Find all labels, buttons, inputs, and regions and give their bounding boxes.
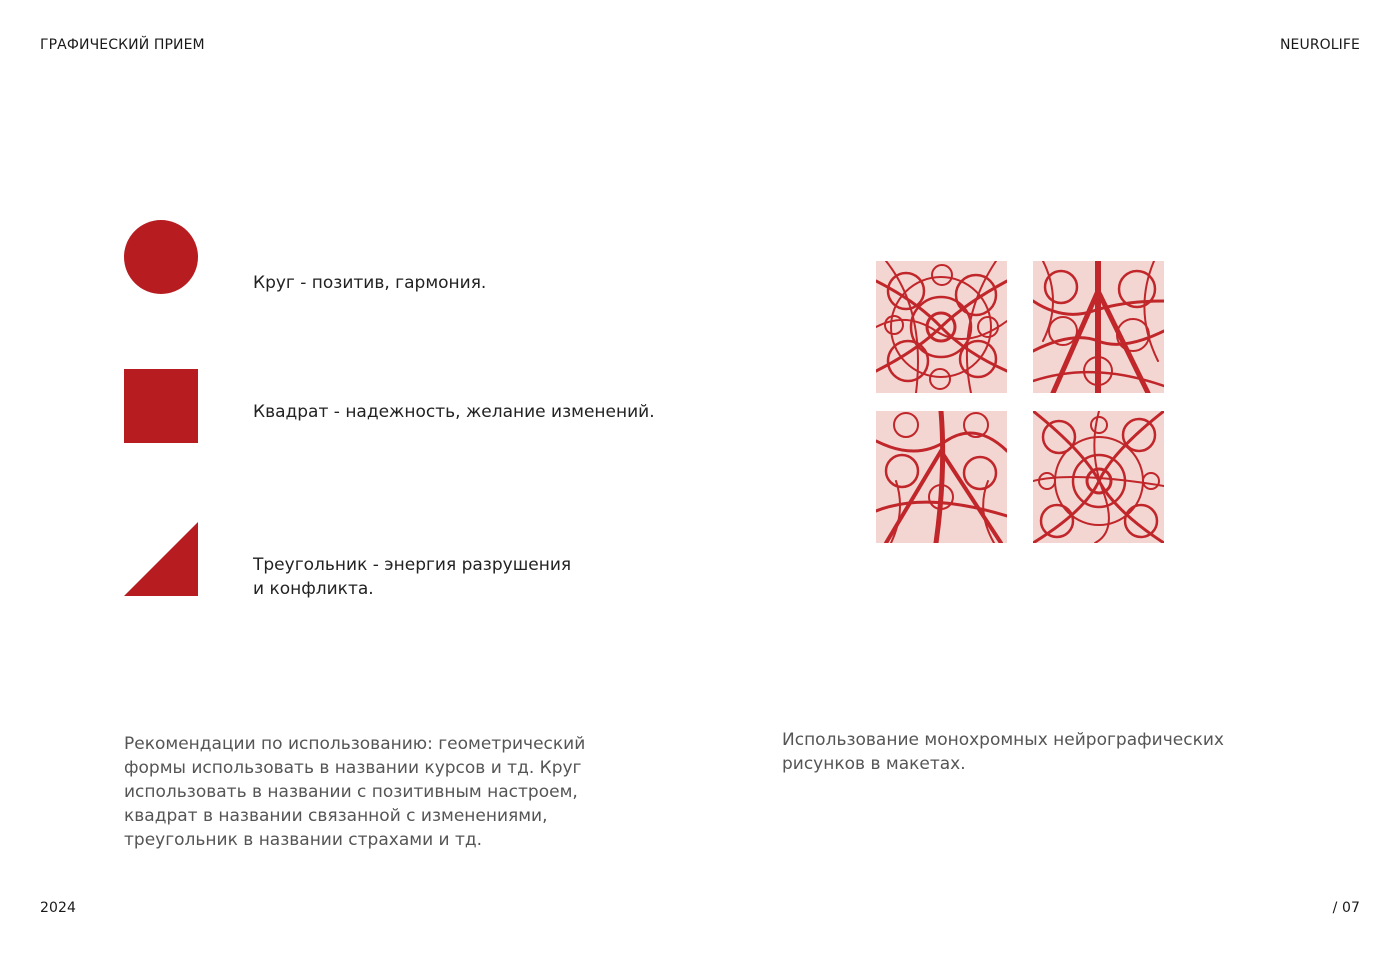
square-description: Квадрат - надежность, желание изменений. (253, 402, 655, 422)
recommendations-line: квадрат в названии связанной с изменениями, (124, 806, 548, 826)
neuro-caption (782, 728, 1224, 776)
recommendations-text (124, 732, 585, 852)
neuro-caption-line: рисунков в макетах. (782, 754, 966, 774)
footer-year: 2024 (40, 900, 77, 916)
triangle-description-line: Треугольник - энергия разрушения (253, 555, 572, 575)
circle-description: Круг - позитив, гармония. (253, 273, 487, 293)
neuro-caption-line: Использование монохромных нейрографических (782, 730, 1224, 750)
page-number: / 07 (1332, 900, 1360, 916)
recommendations-line: формы использовать в названии курсов и тд. Круг (124, 758, 582, 778)
triangle-description (253, 553, 571, 601)
neurographic-image (1033, 411, 1164, 543)
circle-icon (124, 220, 198, 294)
brand-name: NEUROLIFE (1279, 37, 1360, 53)
recommendations-line: Рекомендации по использованию: геометрический (124, 734, 586, 754)
neurographic-image (876, 411, 1007, 543)
neurographic-image (1033, 261, 1164, 393)
triangle-description-line: и конфликта. (253, 579, 374, 599)
section-title: ГРАФИЧЕСКИЙ ПРИЕМ (40, 37, 205, 53)
neurographic-image (876, 261, 1007, 393)
triangle-icon (124, 522, 198, 596)
recommendations-line: использовать в названии с позитивным настроем, (124, 782, 578, 802)
recommendations-line: треугольник в названии страхами и тд. (124, 830, 483, 850)
square-icon (124, 369, 198, 443)
